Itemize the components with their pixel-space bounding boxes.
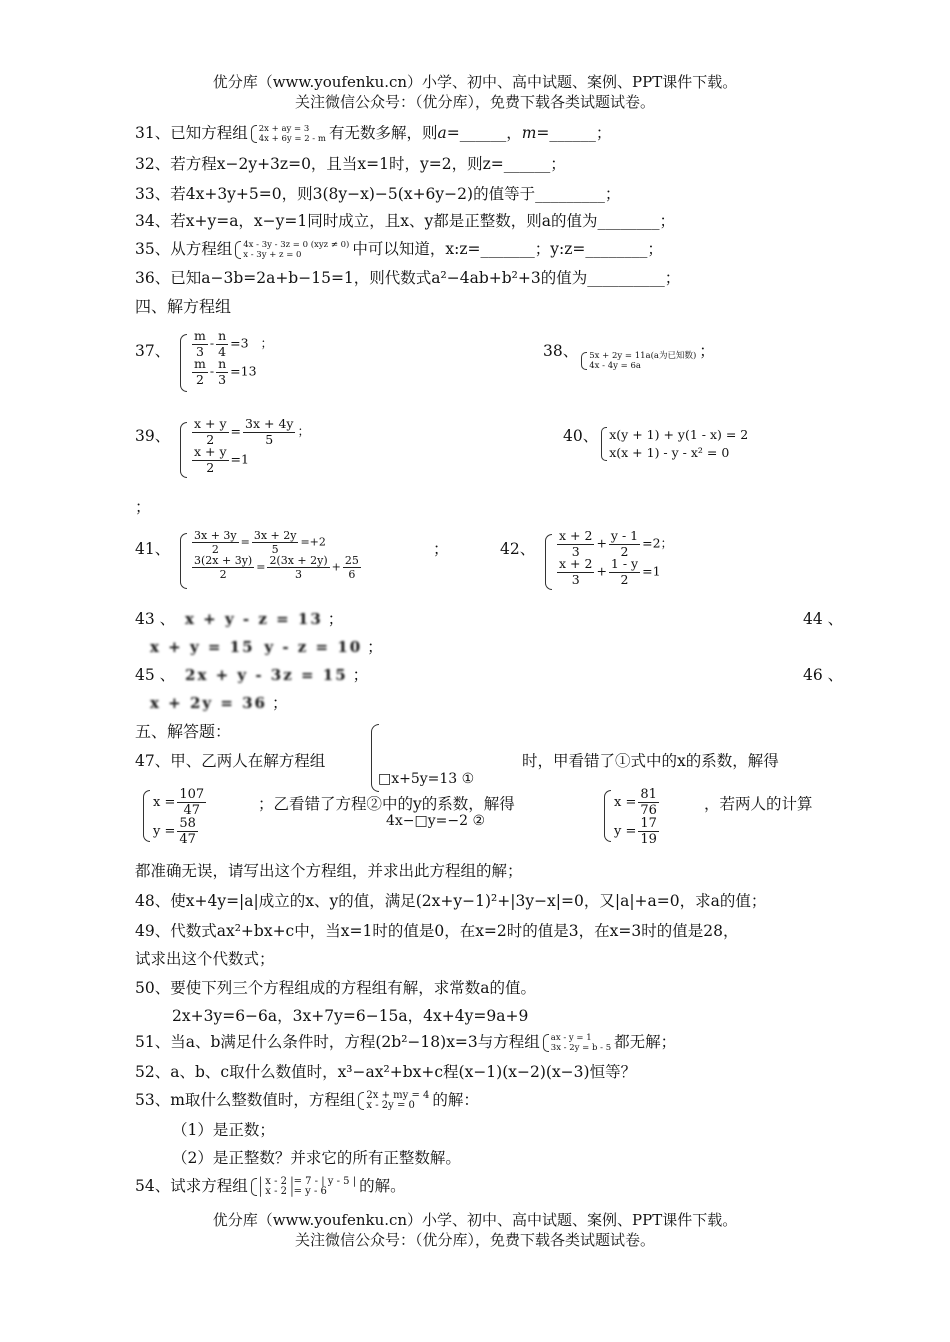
q41-d2: 5: [271, 543, 279, 556]
q42-number: 42、: [500, 540, 536, 558]
q35-condition: (xyz ≠ 0): [310, 240, 350, 250]
q41-n3: 3(2x + 3y): [194, 554, 253, 567]
question-53-part1: （1）是正数；: [172, 1121, 275, 1139]
q44-number: 44 、: [803, 610, 844, 628]
q53-eq1: 2x + my = 4: [366, 1090, 430, 1101]
q39-d1: 2: [206, 431, 215, 447]
q39-n1: x + y: [194, 416, 227, 431]
question-50-line2: 2x+3y=6−6a，3x+7y=6−15a，4x+4y=9a+9: [172, 1007, 529, 1025]
q42-system: $\frac{x + 2}{3}$ + $\frac{y - 1}{2}$ =2； $\frac{x + 2}{3}$ + $\frac{1 - y}{2}$ =1: [545, 530, 673, 586]
q41-plus: +: [331, 560, 341, 574]
q31-eq2: 4x + 6y = 2 - m: [258, 134, 326, 144]
q31-eq1: 2x + ay = 3: [258, 124, 310, 134]
q53-post: 的解：: [432, 1091, 479, 1109]
q37-n3: m: [194, 356, 206, 371]
q35-post: 中可以知道，x:z=_______；y:z=________；: [352, 240, 663, 258]
semicolon-line: ；: [135, 498, 151, 516]
q45-end: ；: [352, 666, 369, 684]
q53-eq2: x - 2y = 0: [366, 1100, 415, 1111]
q38-eq1: 5x + 2y = 11a: [589, 351, 651, 361]
question-52: 52、a、b、c取什么数值时，x³−ax²+bx+c程(x−1)(x−2)(x−3)恒等？: [135, 1063, 637, 1081]
q42-d3: 3: [571, 571, 580, 587]
question-53-part2: （2）是正整数？并求它的所有正整数解。: [172, 1149, 461, 1167]
section-4-title: 四、解方程组: [135, 297, 232, 316]
q51-system: [543, 1033, 611, 1053]
header-line-1: 优分库（www.youfenku.cn）小学、初中、高中试题、案例、PPT课件下载。: [212, 73, 738, 91]
q39-d2: 5: [265, 431, 274, 447]
q47-line1b: 时，甲看错了①式中的x的系数，解得: [522, 752, 779, 770]
question-31: [135, 122, 611, 144]
question-43: [135, 608, 343, 630]
q31-var-a: a: [437, 124, 447, 142]
q47-b-x-num: 81: [640, 787, 657, 802]
q53-text: 53、m取什么整数值时，方程组: [135, 1091, 356, 1109]
q43-end: ；: [327, 610, 344, 628]
q39-end: ；: [297, 423, 310, 439]
q41-n4: 2(3x + 2y): [269, 554, 328, 567]
question-49-line1: 49、代数式ax²+bx+c中，当x=1时的值是0，在x=2时的值是3，在x=3时的值是28，: [135, 922, 739, 940]
q41-n1: 3x + 3y: [194, 529, 237, 542]
q37-system: [180, 330, 273, 386]
q42-end: ；: [660, 535, 674, 551]
footer-line-1: 优分库（www.youfenku.cn）小学、初中、高中试题、案例、PPT课件下载。: [212, 1211, 738, 1229]
q37-n1: m: [194, 328, 206, 343]
q41-n5: 25: [344, 554, 359, 567]
question-51: [135, 1031, 676, 1053]
q41-end: ；: [433, 540, 449, 558]
q45-equation-blurred: 2x + y - 3z = 15: [185, 666, 348, 684]
q47-b-x-den: 76: [640, 803, 657, 818]
q42-n4: 1 - y: [610, 556, 639, 571]
q41-d3: 2: [219, 568, 227, 581]
q37-rhs1: =3: [230, 335, 249, 351]
question-33: 33、若4x+3y+5=0，则3(8y−x)−5(x+6y−2)的值等于_________；: [135, 185, 621, 203]
q44-equation-blurred: x + y = 15: [150, 638, 255, 656]
q35-system: [235, 240, 349, 260]
q38-end: ；: [699, 342, 715, 360]
q53-system: [358, 1091, 429, 1111]
q40-eq2: x(x + 1) - y - x² = 0: [609, 445, 730, 460]
q37-number: 37、: [135, 342, 171, 360]
q54-post: 的解。: [359, 1177, 406, 1195]
q31-text: 31、已知方程组: [135, 124, 248, 142]
q54-system: [251, 1177, 356, 1197]
q37-n2: n: [218, 328, 227, 343]
q47-end: ，若两人的计算: [704, 795, 813, 813]
q41-n2: 3x + 2y: [253, 529, 297, 542]
q37-rhs2: =13: [230, 363, 257, 379]
q35-eq2: x - 3y + z = 0: [243, 250, 302, 260]
q37-d3: 2: [195, 371, 204, 387]
q37-d4: 3: [218, 371, 227, 387]
q41-system: $\frac{3x + 3y}{2}$ = $\frac{3x + 2y}{5}$ =+2 $\frac{3(2x + 3y)}{2}$ = $\frac{2(3x + 2y)}{3}$ + $\frac{25}{6}$: [180, 530, 363, 580]
q47-solution-b: x = $\frac{81}{76}$ y = $\frac{17}{19}$: [604, 788, 661, 846]
q41-d1: 2: [211, 543, 219, 556]
q37-op1: -: [209, 335, 215, 351]
q47-b-y-num: 17: [640, 816, 657, 831]
question-35: [135, 238, 663, 260]
question-46-body: [150, 692, 287, 714]
question-36: 36、已知a−3b=2a+b−15=1，则代数式a²−4ab+b²+3的值为__________；: [135, 269, 681, 287]
q47-a-y-den: 47: [179, 832, 196, 847]
q31-blank-m: =______；: [536, 124, 612, 142]
q47-solution-a: x = $\frac{107}{47}$ y = $\frac{58}{47}$: [143, 788, 208, 846]
q42-n2: y - 1: [610, 528, 639, 543]
q43-number: 43 、: [135, 610, 176, 628]
q42-d2: 2: [620, 543, 629, 559]
q54-eq1: | x - 2 |= 7 - | y - 5 |: [258, 1176, 357, 1187]
q42-n3: x + 2: [559, 556, 593, 571]
q39-d3: 2: [206, 459, 215, 475]
footer-line-2: 关注微信公众号：（优分库），免费下载各类试题试卷。: [294, 1231, 655, 1249]
q51-text: 51、当a、b满足什么条件时，方程(2b²−18)x=3与方程组: [135, 1033, 540, 1051]
q31-post: 有无数多解，则: [328, 124, 438, 142]
q41-rhs1: =+2: [300, 535, 326, 549]
q46-equation-blurred: x + 2y = 36: [150, 694, 267, 712]
q47-a-x-den: 47: [183, 803, 201, 818]
q51-eq2: 3x - 2y = b - 5: [550, 1043, 612, 1053]
question-54: [135, 1175, 406, 1197]
q51-eq1: ax - y = 1: [550, 1033, 592, 1043]
q42-rhs1: =2: [642, 535, 661, 551]
q46-end: ；: [271, 694, 288, 712]
question-38: [543, 340, 715, 371]
question-40: [563, 425, 751, 462]
q35-eq1: 4x - 3y - 3z = 0: [243, 240, 309, 250]
question-45: [135, 664, 368, 686]
section-5-title: 五、解答题：: [135, 722, 232, 741]
q31-system: [251, 124, 326, 144]
q47-a-x-num: 107: [179, 787, 205, 802]
q47-line1a: 47、甲、乙两人在解方程组: [135, 752, 326, 770]
q31-blank-a: =______，: [446, 124, 522, 142]
q37-end: ；: [260, 335, 274, 351]
q46-number: 46 、: [803, 666, 844, 684]
question-32: 32、若方程x−2y+3z=0，且当x=1时，y=2，则z=______；: [135, 155, 566, 173]
question-50-line1: 50、要使下列三个方程组成的方程组有解，求常数a的值。: [135, 979, 536, 997]
q39-rhs: =1: [230, 451, 249, 467]
q41-number: 41、: [135, 540, 171, 558]
q40-number: 40、: [563, 427, 599, 445]
q47-eq2: 4x−□y=−2 ②: [386, 813, 486, 829]
q39-n3: x + y: [194, 444, 227, 459]
q37-op2: -: [209, 363, 215, 379]
q47-line3: 都准确无误，请写出这个方程组，并求出此方程组的解；: [135, 862, 523, 880]
q42-d1: 3: [571, 543, 580, 559]
q38-eq2: 4x - 4y = 6a: [589, 361, 641, 371]
q35-text: 35、从方程组: [135, 240, 233, 258]
question-53: [135, 1089, 479, 1111]
q47-eq1: □x+5y=13 ①: [378, 771, 475, 787]
question-34: 34、若x+y=a，x−y=1同时成立，且x、y都是正整数，则a的值为________；: [135, 212, 676, 230]
q38-condition: (a为已知数): [650, 351, 697, 361]
q45-number: 45 、: [135, 666, 176, 684]
q54-eq2: | x - 2 |= y - 6: [258, 1186, 327, 1197]
q47-middle-text: ；乙看错了方程②中的y的系数，解得: [258, 795, 515, 813]
q37-d1: 3: [195, 343, 204, 359]
q37-n4: n: [218, 356, 227, 371]
q47-a-y-num: 58: [179, 816, 196, 831]
q41-d4: 3: [295, 568, 303, 581]
q39-number: 39、: [135, 427, 171, 445]
header-line-2: 关注微信公众号：（优分库），免费下载各类试题试卷。: [294, 93, 655, 111]
q40-system: [601, 426, 748, 462]
q38-system: [581, 351, 696, 371]
q43-equation-blurred: x + y - z = 13: [185, 610, 323, 628]
q41-d5: 6: [348, 568, 356, 581]
q42-n1: x + 2: [559, 528, 593, 543]
question-44-body: [150, 636, 383, 658]
question-48: 48、使x+4y=|a|成立的x、y的值，满足(2x+y−1)²+|3y−x|=0，又|a|+a=0，求a的值；: [135, 892, 767, 910]
q38-number: 38、: [543, 342, 579, 360]
q42-rhs2: =1: [642, 563, 661, 579]
q40-eq1: x(y + 1) + y(1 - x) = 2: [609, 427, 749, 442]
q39-n2: 3x + 4y: [245, 416, 294, 431]
q39-eqsign: =: [230, 423, 242, 439]
q44-end: ；: [367, 638, 383, 656]
q44-equation2-blurred: y - z = 10: [264, 638, 363, 656]
q42-d4: 2: [620, 571, 629, 587]
q47-b-y-den: 19: [640, 832, 657, 847]
q37-d2: 4: [218, 343, 227, 359]
q54-text: 54、试求方程组: [135, 1177, 248, 1195]
question-49-line2: 试求出这个代数式；: [135, 950, 275, 968]
q51-post: 都无解；: [614, 1033, 677, 1051]
q31-var-m: m: [521, 124, 537, 142]
q39-system: [180, 418, 310, 474]
